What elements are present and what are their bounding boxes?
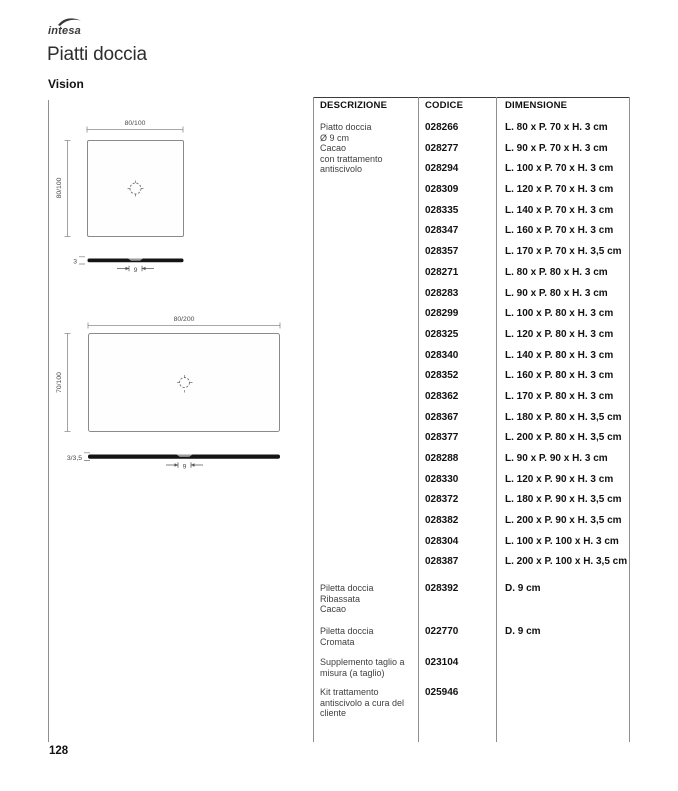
codice-cell: 028340	[425, 349, 459, 361]
codice-cell: 028362	[425, 390, 459, 402]
codice-cell: 028271	[425, 266, 459, 278]
codice-cell: 028266	[425, 122, 459, 133]
dimensione-cell: L. 90 x P. 80 x H. 3 cm	[505, 287, 608, 299]
codice-cell: 028352	[425, 370, 459, 382]
group-rows	[425, 583, 630, 595]
dimensione-cell: L. 200 x P. 80 x H. 3,5 cm	[505, 432, 622, 444]
dimensione-cell: L. 80 x P. 70 x H. 3 cm	[505, 122, 608, 133]
table-row	[425, 366, 630, 387]
square-height-label: 3	[73, 258, 77, 266]
codice-cell: 028387	[425, 556, 459, 568]
group-description	[320, 122, 417, 175]
square-width-dim-line	[87, 127, 183, 133]
group-description	[320, 687, 417, 719]
codice-cell: 028294	[425, 163, 459, 175]
square-width-label: 80/100	[124, 120, 146, 127]
rect-tray-profile	[67, 453, 280, 471]
dimensione-cell: L. 160 x P. 80 x H. 3 cm	[505, 370, 614, 382]
dimensione-cell: L. 140 x P. 70 x H. 3 cm	[505, 204, 614, 216]
dimensione-cell: L. 100 x P. 100 x H. 3 cm	[505, 535, 619, 547]
brand-logo-text: intesa	[48, 25, 81, 37]
table-row	[425, 511, 630, 532]
group-rows	[425, 657, 630, 669]
group-rows	[425, 687, 630, 699]
codice-cell: 028347	[425, 225, 459, 237]
table-row	[425, 284, 630, 305]
square-tray-outline	[88, 141, 184, 237]
codice-cell: 028283	[425, 287, 459, 299]
table-row	[425, 346, 630, 367]
codice-cell: 028382	[425, 515, 459, 527]
description-line: Piatto doccia	[320, 122, 372, 132]
table-row	[425, 242, 630, 263]
rect-height-label: 3/3,5	[66, 455, 82, 462]
description-line: Cacao	[320, 143, 347, 154]
dimensione-cell: L. 170 x P. 70 x H. 3,5 cm	[505, 246, 622, 258]
description-line: cliente	[320, 708, 347, 719]
codice-cell: 028309	[425, 184, 459, 196]
codice-cell: 028335	[425, 204, 459, 216]
dimensione-cell: L. 90 x P. 70 x H. 3 cm	[505, 142, 608, 154]
column-header-codice: CODICE	[425, 100, 464, 111]
codice-cell: 028330	[425, 473, 459, 485]
square-tray-profile	[73, 257, 183, 274]
product-table	[313, 97, 631, 742]
description-line: antiscivolo a cura del	[320, 697, 405, 708]
brand-logo	[48, 16, 118, 42]
table-row	[425, 221, 630, 242]
dimensione-cell: L. 80 x P. 80 x H. 3 cm	[505, 266, 608, 278]
group-rows	[425, 118, 630, 573]
codice-cell: 028392	[425, 583, 459, 594]
table-row	[425, 490, 630, 511]
table-row	[425, 263, 630, 284]
codice-cell: 028304	[425, 535, 459, 547]
table-row	[425, 304, 630, 325]
rect-depth-dim-line	[65, 334, 71, 432]
dimensione-cell: L. 100 x P. 80 x H. 3 cm	[505, 308, 614, 320]
dimensione-cell: D. 9 cm	[505, 583, 541, 594]
dimensione-cell: L. 160 x P. 70 x H. 3 cm	[505, 225, 614, 237]
table-rule-left	[313, 97, 314, 742]
table-row	[425, 583, 630, 595]
rect-tray-outline	[89, 334, 280, 432]
codice-cell: 028357	[425, 246, 459, 258]
table-row	[425, 532, 630, 553]
table-top-rule	[313, 97, 630, 98]
table-row	[425, 139, 630, 160]
dimensione-cell: L. 90 x P. 90 x H. 3 cm	[505, 453, 608, 464]
dimensione-cell: D. 9 cm	[505, 626, 541, 637]
table-row	[425, 687, 630, 699]
description-line: Kit trattamento	[320, 687, 379, 697]
dimensione-cell: L. 180 x P. 90 x H. 3,5 cm	[505, 494, 622, 506]
description-line: Cromata	[320, 636, 355, 647]
dimensione-cell: L. 120 x P. 80 x H. 3 cm	[505, 328, 614, 340]
square-depth-label: 80/100	[56, 177, 63, 199]
square-tray-plan	[56, 120, 184, 237]
group-rows	[425, 626, 630, 638]
column-header-descrizione: DESCRIZIONE	[320, 100, 388, 111]
table-row	[425, 325, 630, 346]
dimensione-cell: L. 170 x P. 80 x H. 3 cm	[505, 390, 614, 402]
codice-cell: 028299	[425, 308, 459, 320]
dimensione-cell: L. 120 x P. 70 x H. 3 cm	[505, 184, 614, 196]
dimensione-cell: L. 120 x P. 90 x H. 3 cm	[505, 473, 614, 485]
table-row	[425, 201, 630, 222]
description-line: con trattamento	[320, 153, 383, 164]
group-description	[320, 657, 417, 678]
description-line: Supplemento taglio a	[320, 657, 405, 667]
technical-drawings	[48, 100, 303, 485]
codice-cell: 025946	[425, 687, 459, 698]
rect-tray-plan	[56, 316, 280, 432]
table-row	[425, 118, 630, 139]
table-row	[425, 408, 630, 429]
codice-cell: 028377	[425, 432, 459, 444]
codice-cell: 028277	[425, 142, 459, 154]
table-row	[425, 552, 630, 573]
dimensione-cell: L. 100 x P. 70 x H. 3 cm	[505, 163, 614, 175]
rect-width-label: 80/200	[173, 316, 195, 323]
group-description	[320, 626, 417, 647]
codice-cell: 023104	[425, 657, 459, 668]
page-title: Piatti doccia	[47, 44, 147, 65]
square-drain-size-label: 9	[133, 267, 138, 274]
description-line: Piletta doccia	[320, 626, 374, 636]
table-rule-codice	[418, 97, 419, 742]
rect-width-dim-line	[88, 323, 280, 329]
table-row	[425, 428, 630, 449]
dimensione-cell: L. 200 x P. 90 x H. 3,5 cm	[505, 515, 622, 527]
table-row	[425, 449, 630, 470]
description-line: misura (a taglio)	[320, 667, 385, 678]
table-row	[425, 159, 630, 180]
codice-cell: 028367	[425, 411, 459, 423]
group-description	[320, 583, 417, 615]
table-row	[425, 470, 630, 491]
description-line: Ø 9 cm	[320, 132, 350, 143]
square-depth-dim-line	[65, 141, 71, 237]
square-height-ticks	[79, 257, 85, 264]
page-number: 128	[49, 745, 69, 757]
series-subtitle: Vision	[48, 77, 84, 91]
description-line: Ribassata	[320, 593, 361, 604]
dimensione-cell: L. 180 x P. 80 x H. 3,5 cm	[505, 411, 622, 423]
rect-depth-label: 70/100	[56, 372, 63, 393]
codice-cell: 028325	[425, 328, 459, 340]
description-line: antiscivolo	[320, 164, 363, 175]
column-header-dimensione: DIMENSIONE	[505, 100, 568, 111]
codice-cell: 028372	[425, 494, 459, 506]
dimensione-cell: L. 140 x P. 80 x H. 3 cm	[505, 349, 614, 361]
codice-cell: 022770	[425, 626, 459, 637]
codice-cell: 028288	[425, 453, 459, 464]
description-line: Piletta doccia	[320, 583, 374, 593]
description-line: Cacao	[320, 604, 347, 615]
rect-drain-size-label: 9	[182, 463, 187, 471]
table-row	[425, 180, 630, 201]
dimensione-cell: L. 200 x P. 100 x H. 3,5 cm	[505, 556, 628, 568]
table-row	[425, 387, 630, 408]
table-row	[425, 657, 630, 669]
table-row	[425, 626, 630, 638]
